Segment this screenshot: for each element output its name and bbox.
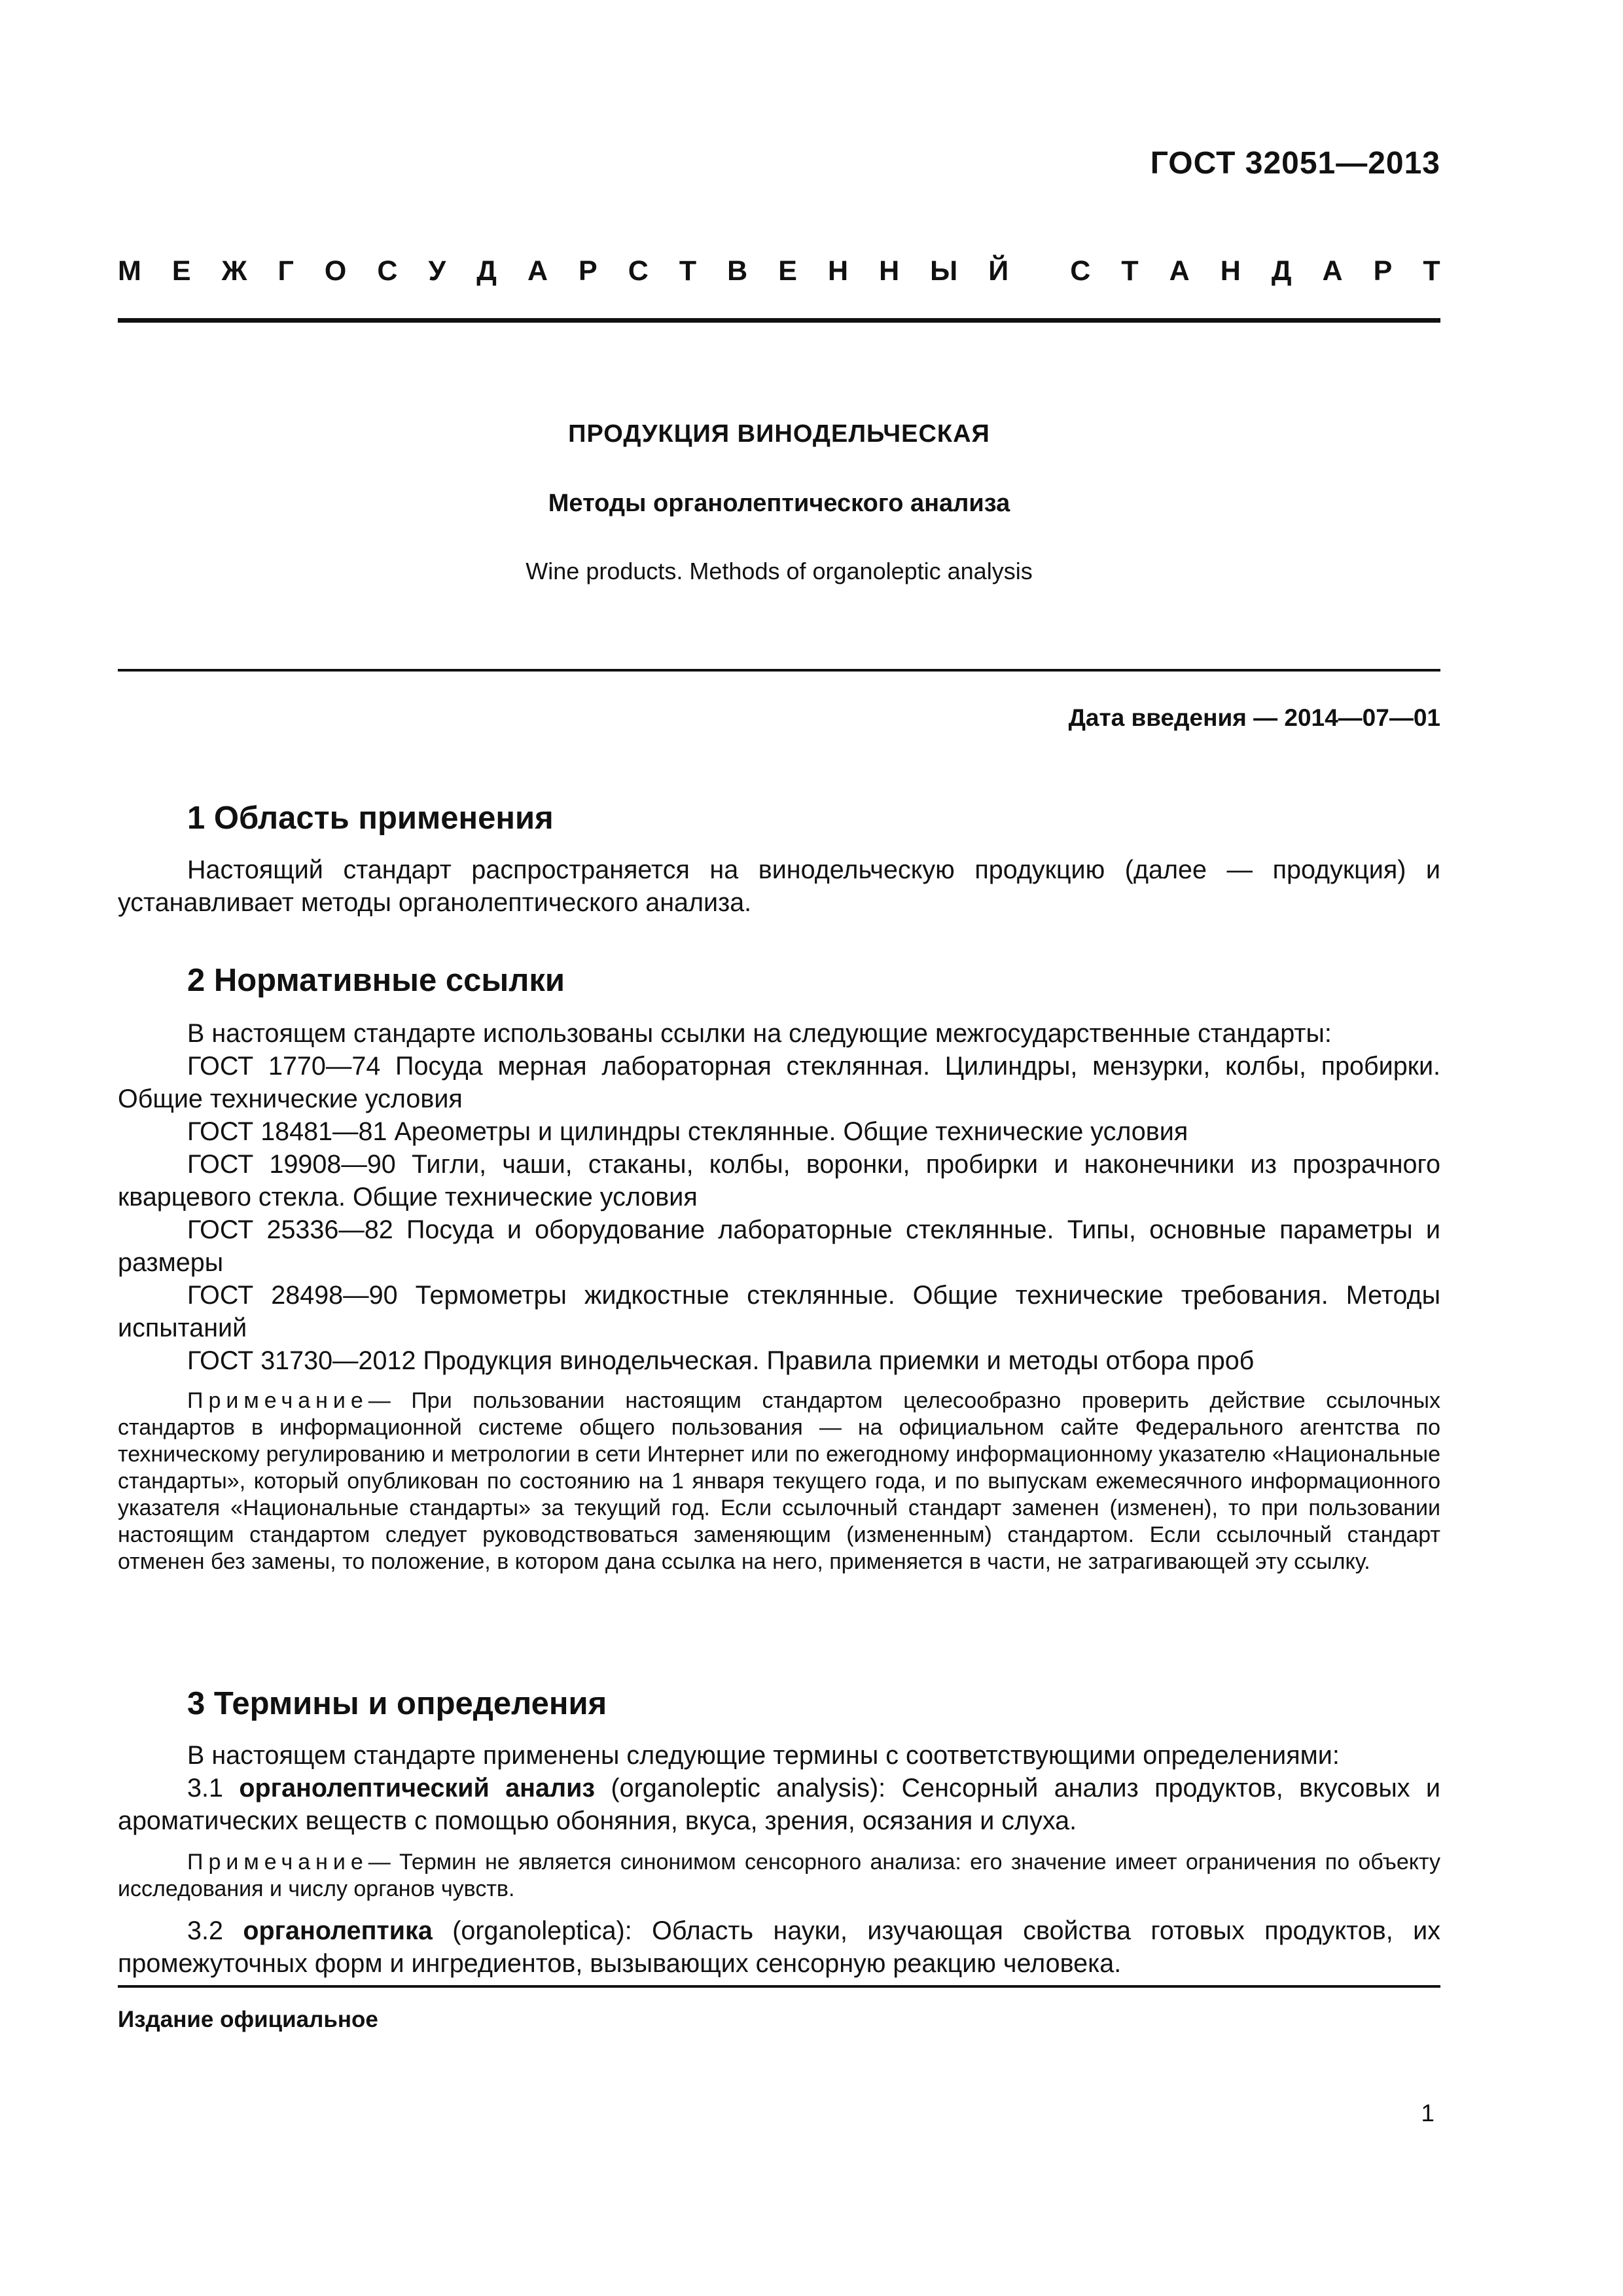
banner-letter: С bbox=[628, 255, 649, 287]
banner-letter: Д bbox=[1271, 255, 1292, 287]
paragraph: В настоящем стандарте использованы ссылки на следующие межгосударственные стандарты: bbox=[187, 1019, 1332, 1048]
banner-letter: А bbox=[527, 255, 548, 287]
note-label: Примечание bbox=[187, 1850, 368, 1874]
title-rule bbox=[118, 669, 1440, 672]
section-heading: 1 Область применения bbox=[187, 800, 554, 836]
reference-item: ГОСТ 31730—2012 Продукция винодельческая. Правила приемки и методы отбора проб bbox=[187, 1346, 1255, 1375]
term-text: (organoleptic analysis): Сенсорный анализ продуктов, вкусовых и ароматических веществ с помощью обоняния, вкуса, зрения, осязания и слуха. bbox=[118, 1774, 1440, 1835]
banner-letter: А bbox=[1322, 255, 1343, 287]
note-label: Примечание bbox=[187, 1388, 368, 1413]
banner-letter: Ж bbox=[221, 255, 247, 287]
term-name: органолептический анализ bbox=[239, 1774, 596, 1803]
banner-letter: С bbox=[1070, 255, 1091, 287]
banner-letter: Н bbox=[879, 255, 900, 287]
banner-letter: Е bbox=[778, 255, 797, 287]
banner-letter: А bbox=[1169, 255, 1190, 287]
term-name: органолептика bbox=[243, 1916, 433, 1945]
section-3 bbox=[118, 1685, 1440, 1980]
term-definition bbox=[118, 1914, 1440, 1980]
paragraph: В настоящем стандарте применены следующие термины с соответствующими определениями: bbox=[187, 1741, 1340, 1770]
banner-letter: Г bbox=[277, 255, 294, 287]
paragraph: Настоящий стандарт распространяется на винодельческую продукцию (далее — продукция) и устанавливает методы органолептического анализа. bbox=[118, 855, 1440, 917]
footer-rule bbox=[118, 1985, 1440, 1988]
section-heading: 3 Термины и определения bbox=[187, 1686, 607, 1721]
banner-letter: Н bbox=[1220, 255, 1241, 287]
reference-item: ГОСТ 1770—74 Посуда мерная лабораторная стеклянная. Цилиндры, мензурки, колбы, пробирки. Общие технические условия bbox=[118, 1052, 1440, 1113]
banner-letter: М bbox=[118, 255, 141, 287]
reference-item: ГОСТ 28498—90 Термометры жидкостные стеклянные. Общие технические требования. Методы испытаний bbox=[118, 1281, 1440, 1342]
reference-item: ГОСТ 25336—82 Посуда и оборудование лабораторные стеклянные. Типы, основные параметры и размеры bbox=[118, 1215, 1440, 1277]
section-1 bbox=[118, 800, 1440, 919]
banner-letter: Р bbox=[1373, 255, 1393, 287]
section-2 bbox=[118, 962, 1440, 1575]
note-text: — При пользовании настоящим стандартом целесообразно проверить действие ссылочных стандартов в информационной системе общего пользования — на официальном сайте Федерального агентства по техническому регулированию и метрологии в сети Интернет или по ежегодному информационному указателю «Национальные стандарты», который опубликован по состоянию на 1 января текущего года, и по выпускам ежемесячного информационного указателя «Национальные стандарты» за текущий год. Если ссылочный стандарт заменен (изменен), то при пользовании настоящим стандартом следует руководствоваться заменяющим (измененным) стандартом. Если ссылочный стандарт отменен без замены, то положение, в котором дана ссылка на него, применяется в части, не затрагивающей эту ссылку. bbox=[118, 1388, 1440, 1574]
note-text: — Термин не является синонимом сенсорного анализа: его значение имеет ограничения по объекту исследования и числу органов чувств. bbox=[118, 1850, 1440, 1901]
banner-letter: Ы bbox=[930, 255, 958, 287]
banner-letter: Н bbox=[827, 255, 849, 287]
page-number: 1 bbox=[1421, 2100, 1435, 2126]
note bbox=[118, 1849, 1440, 1903]
banner-letter: Р bbox=[579, 255, 597, 287]
banner-letter: Е bbox=[171, 255, 191, 287]
document-subtitle: Методы органолептического анализа bbox=[548, 490, 1010, 517]
term-number: 3.2 bbox=[187, 1916, 223, 1945]
banner-letter: Й bbox=[988, 255, 1009, 287]
banner-letter: О bbox=[324, 255, 347, 287]
header-rule bbox=[118, 318, 1440, 323]
banner-letter: У bbox=[428, 255, 446, 287]
english-title: Wine products. Methods of organoleptic analysis bbox=[526, 558, 1033, 584]
document-title: ПРОДУКЦИЯ ВИНОДЕЛЬЧЕСКАЯ bbox=[568, 420, 990, 448]
banner-letter: Т bbox=[1121, 255, 1139, 287]
banner-letter: Т bbox=[679, 255, 697, 287]
banner-letter: Т bbox=[1423, 255, 1440, 287]
reference-item: ГОСТ 19908—90 Тигли, чаши, стаканы, колбы, воронки, пробирки и наконечники из прозрачного кварцевого стекла. Общие технические условия bbox=[118, 1150, 1440, 1211]
banner-letter: С bbox=[377, 255, 398, 287]
term-number: 3.1 bbox=[187, 1774, 223, 1803]
reference-item: ГОСТ 18481—81 Ареометры и цилиндры стеклянные. Общие технические условия bbox=[187, 1117, 1188, 1146]
standard-number: ГОСТ 32051—2013 bbox=[1150, 146, 1440, 181]
banner-letter: Д bbox=[476, 255, 497, 287]
section-heading: 2 Нормативные ссылки bbox=[187, 963, 565, 998]
term-definition bbox=[118, 1772, 1440, 1837]
note bbox=[118, 1388, 1440, 1575]
interstate-standard-banner bbox=[118, 255, 1440, 287]
official-edition-label: Издание официальное bbox=[118, 2007, 378, 2032]
introduction-date: Дата введения — 2014—07—01 bbox=[1068, 704, 1440, 731]
banner-letter: В bbox=[727, 255, 748, 287]
term-text: (organoleptica): Область науки, изучающая свойства готовых продуктов, их промежуточных форм и ингредиентов, вызывающих сенсорную реакцию человека. bbox=[118, 1916, 1440, 1978]
